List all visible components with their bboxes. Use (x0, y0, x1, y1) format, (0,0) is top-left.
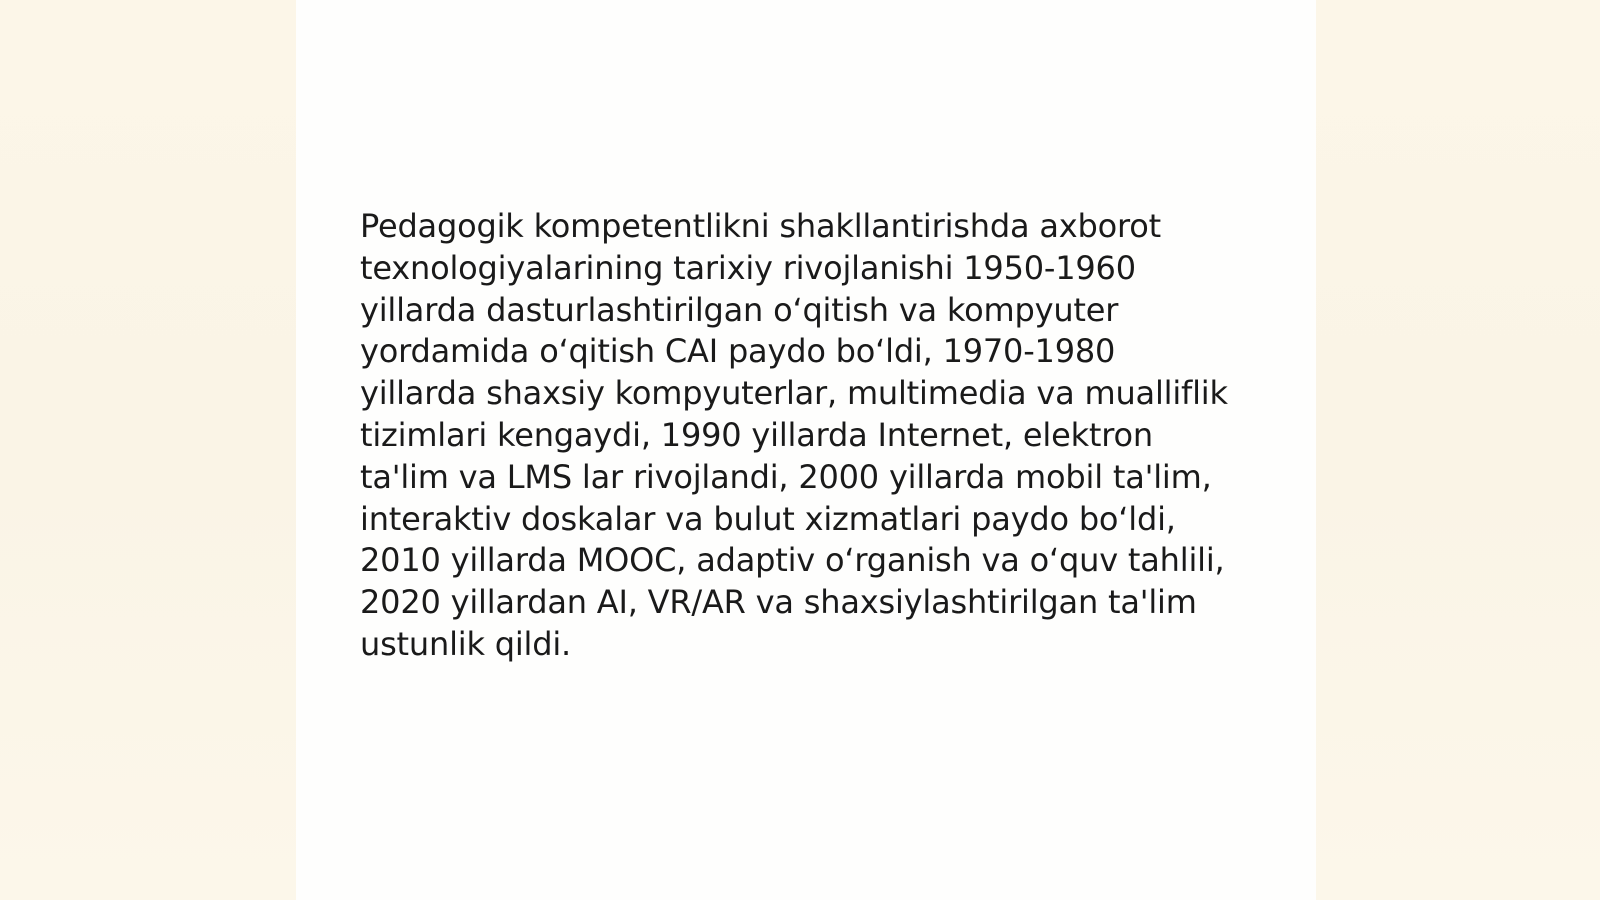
slide-canvas (296, 0, 1316, 900)
slide-body-text: Pedagogik kompetentlikni shakllantirishda axborot texnologiyalarining tarixiy rivojlanishi 1950-1960 yillarda dasturlashtirilgan o‘qitish va kompyuter yordamida o‘qitish CAI paydo bo‘ldi, 1970-1980 yillarda shaxsiy kompyuterlar, multimedia va mualliflik tizimlari kengaydi, 1990 yillarda Internet, elektron ta'lim va LMS lar rivojlandi, 2000 yillarda mobil ta'lim, interaktiv doskalar va bulut xizmatlari paydo bo‘ldi, 2010 yillarda MOOC, adaptiv o‘rganish va o‘quv tahlili, 2020 yillardan AI, VR/AR va shaxsiylashtirilgan ta'lim ustunlik qildi. (360, 207, 1228, 663)
left-background-panel (0, 0, 296, 900)
right-background-panel (1316, 0, 1600, 900)
